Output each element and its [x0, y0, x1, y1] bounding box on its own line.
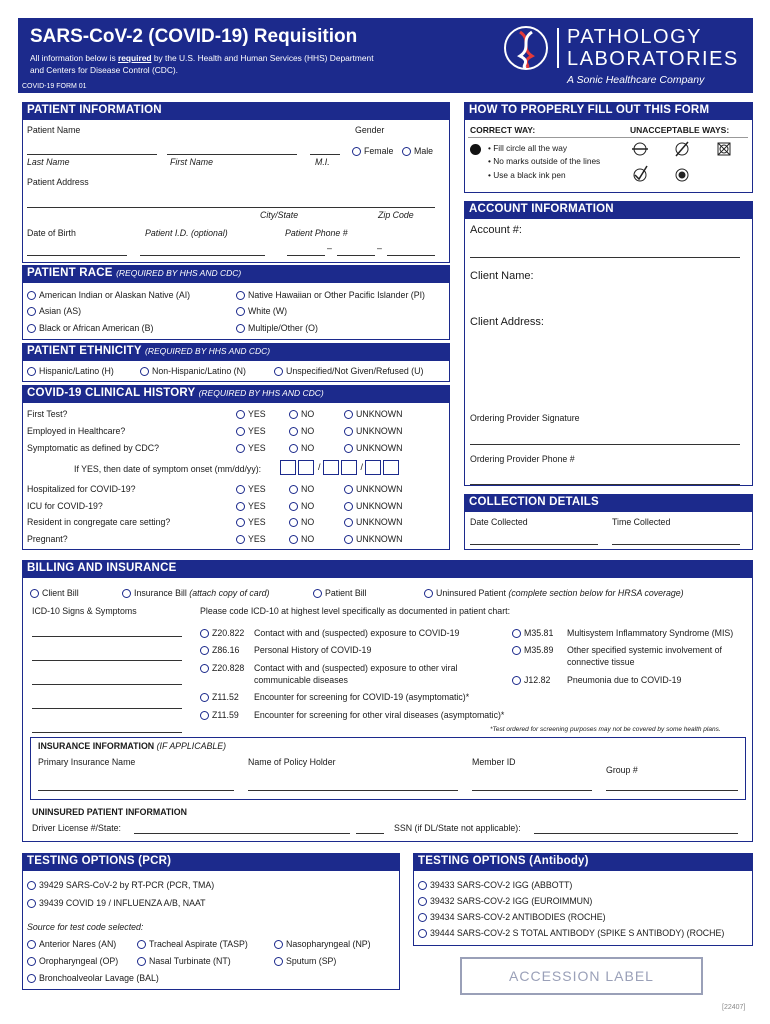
antibody-heading: TESTING OPTIONS (Antibody)	[413, 853, 753, 870]
clinical-yes[interactable]: YES	[236, 517, 266, 527]
radio-icon	[27, 957, 36, 966]
icd-code-m3589[interactable]: M35.89	[512, 645, 553, 655]
antibody-test-39434[interactable]: 39434 SARS-COV-2 ANTIBODIES (ROCHE)	[418, 912, 606, 922]
screening-footnote: *Test ordered for screening purposes may not be covered by some health plans.	[490, 726, 721, 733]
radio-icon	[122, 589, 131, 598]
radio-icon	[27, 881, 36, 890]
radio-icon	[512, 646, 521, 655]
clinical-box	[22, 402, 450, 550]
insurance-heading: INSURANCE INFORMATION (IF APPLICABLE)	[38, 741, 227, 751]
source-np[interactable]: Nasopharyngeal (NP)	[274, 939, 371, 949]
patient-id-label: Patient I.D. (optional)	[145, 228, 228, 238]
primary-insurance-label: Primary Insurance Name	[38, 757, 136, 767]
race-option-b[interactable]: Black or African American (B)	[27, 323, 153, 333]
icd-code-z20828[interactable]: Z20.828	[200, 663, 244, 673]
icd-input-4[interactable]	[32, 708, 182, 709]
policy-holder-label: Name of Policy Holder	[248, 757, 336, 767]
radio-icon	[137, 957, 146, 966]
member-id-label: Member ID	[472, 757, 516, 767]
clinical-question: Symptomatic as defined by CDC?	[27, 443, 160, 453]
race-option-w[interactable]: White (W)	[236, 306, 287, 316]
clinical-unknown[interactable]: UNKNOWN	[344, 517, 402, 527]
radio-icon	[344, 518, 353, 527]
form-id: COVID-19 FORM 01	[22, 83, 87, 90]
radio-icon	[424, 589, 433, 598]
address-input[interactable]	[27, 207, 435, 208]
radio-icon	[289, 410, 298, 419]
provider-phone-label: Ordering Provider Phone #	[470, 454, 575, 464]
clinical-yes[interactable]: YES	[236, 426, 266, 436]
radio-icon	[236, 518, 245, 527]
source-nt[interactable]: Nasal Turbinate (NT)	[137, 956, 231, 966]
logo-line2: LABORATORIES	[567, 48, 739, 70]
radio-icon	[344, 502, 353, 511]
account-number-label: Account #:	[470, 224, 522, 236]
dob-input[interactable]	[27, 255, 127, 256]
source-an[interactable]: Anterior Nares (AN)	[27, 939, 116, 949]
icd-desc-m3589: Other specified systemic involvement of	[567, 645, 722, 655]
clinical-unknown[interactable]: UNKNOWN	[344, 409, 402, 419]
radio-icon	[236, 291, 245, 300]
race-option-ai[interactable]: American Indian or Alaskan Native (AI)	[27, 290, 190, 300]
radio-icon	[418, 897, 427, 906]
radio-icon	[512, 676, 521, 685]
radio-icon	[344, 485, 353, 494]
radio-icon	[418, 881, 427, 890]
radio-icon	[236, 324, 245, 333]
clinical-unknown[interactable]: UNKNOWN	[344, 501, 402, 511]
billing-client[interactable]: Client Bill	[30, 588, 79, 598]
radio-icon	[27, 291, 36, 300]
form-title: SARS-CoV-2 (COVID-19) Requisition	[30, 26, 358, 47]
radio-icon	[402, 147, 411, 156]
onset-yy-1[interactable]	[365, 460, 381, 475]
clinical-yes[interactable]: YES	[236, 484, 266, 494]
radio-icon	[289, 444, 298, 453]
source-sp[interactable]: Sputum (SP)	[274, 956, 336, 966]
rule-1: • Fill circle all the way	[488, 143, 567, 153]
date-collected-label: Date Collected	[470, 517, 528, 527]
city-state-label: City/State	[260, 210, 299, 220]
radio-icon	[27, 974, 36, 983]
phone-area-input[interactable]	[287, 255, 325, 256]
clinical-no[interactable]: NO	[289, 409, 314, 419]
icd-desc-z20828-2: communicable diseases	[254, 675, 348, 685]
collection-heading: COLLECTION DETAILS	[464, 494, 753, 511]
account-heading: ACCOUNT INFORMATION	[464, 201, 753, 218]
group-input[interactable]	[606, 790, 738, 791]
member-id-input[interactable]	[472, 790, 592, 791]
howto-rule-line	[468, 137, 748, 138]
logo-tagline: A Sonic Healthcare Company	[567, 74, 705, 86]
clinical-no[interactable]: NO	[289, 517, 314, 527]
ethnicity-option-n[interactable]: Non-Hispanic/Latino (N)	[140, 366, 246, 376]
clinical-question: Employed in Healthcare?	[27, 426, 126, 436]
radio-icon	[274, 957, 283, 966]
rule-3: • Use a black ink pen	[488, 170, 566, 180]
radio-icon	[236, 444, 245, 453]
policy-holder-input[interactable]	[248, 790, 458, 791]
icd-input-2[interactable]	[32, 660, 182, 661]
phone-prefix-input[interactable]	[337, 255, 375, 256]
filled-circle-icon	[470, 144, 481, 155]
source-tasp[interactable]: Tracheal Aspirate (TASP)	[137, 939, 248, 949]
last-name-input[interactable]	[27, 154, 157, 155]
ethnicity-option-u[interactable]: Unspecified/Not Given/Refused (U)	[274, 366, 423, 376]
primary-insurance-input[interactable]	[38, 790, 234, 791]
logo-divider	[557, 28, 559, 68]
icd-desc-z20828: Contact with and (suspected) exposure to other viral	[254, 663, 458, 673]
zip-label: Zip Code	[378, 210, 414, 220]
radio-icon	[289, 502, 298, 511]
ssn-label: SSN (if DL/State not applicable):	[394, 823, 521, 833]
antibody-test-39444[interactable]: 39444 SARS-COV-2 S TOTAL ANTIBODY (SPIKE S ANTIBODY) (ROCHE)	[418, 928, 724, 938]
radio-icon	[137, 940, 146, 949]
gender-female[interactable]: Female	[352, 146, 393, 156]
clinical-no[interactable]: NO	[289, 501, 314, 511]
icd-input-1[interactable]	[32, 636, 182, 637]
logo-emblem	[504, 26, 548, 70]
icd-code-z1152[interactable]: Z11.52	[200, 692, 239, 702]
clinical-yes[interactable]: YES	[236, 534, 266, 544]
icd-code-z1159[interactable]: Z11.59	[200, 710, 239, 720]
provider-signature-input[interactable]	[470, 444, 740, 445]
onset-yy-2[interactable]	[383, 460, 399, 475]
icd-desc-z1152: Encounter for screening for COVID-19 (asymptomatic)*	[254, 692, 470, 702]
license-state-input[interactable]	[356, 833, 384, 834]
antibody-test-39432[interactable]: 39432 SARS-COV-2 IGG (EUROIMMUN)	[418, 896, 592, 906]
clinical-question: Resident in congregate care setting?	[27, 517, 171, 527]
patient-info-heading: PATIENT INFORMATION	[22, 102, 450, 119]
account-number-input[interactable]	[470, 257, 740, 258]
onset-date-boxes: / /	[280, 460, 401, 475]
uninsured-heading: UNINSURED PATIENT INFORMATION	[32, 807, 187, 817]
address-label: Patient Address	[27, 177, 89, 187]
group-label: Group #	[606, 765, 638, 775]
radio-icon	[274, 940, 283, 949]
mi-label: M.I.	[315, 157, 330, 167]
date-collected-input[interactable]	[470, 544, 598, 545]
phone-label: Patient Phone #	[285, 228, 348, 238]
icd-desc-z8616: Personal History of COVID-19	[254, 645, 372, 655]
correct-way-label: CORRECT WAY:	[470, 125, 536, 135]
patient-id-input[interactable]	[140, 255, 265, 256]
onset-dd-1[interactable]	[323, 460, 339, 475]
radio-icon	[289, 485, 298, 494]
first-name-input[interactable]	[167, 154, 297, 155]
ssn-input[interactable]	[534, 833, 738, 834]
radio-icon	[512, 629, 521, 638]
clinical-unknown[interactable]: UNKNOWN	[344, 534, 402, 544]
clinical-heading: COVID-19 CLINICAL HISTORY (REQUIRED BY HHS AND CDC)	[22, 385, 450, 402]
time-collected-label: Time Collected	[612, 517, 671, 527]
icd-instructions: Please code ICD-10 at highest level specifically as documented in patient chart:	[200, 606, 511, 616]
billing-patient[interactable]: Patient Bill	[313, 588, 367, 598]
onset-dd-2[interactable]	[341, 460, 357, 475]
source-op[interactable]: Oropharyngeal (OP)	[27, 956, 118, 966]
phone-line-input[interactable]	[387, 255, 435, 256]
race-option-pi[interactable]: Native Hawaiian or Other Pacific Islander (PI)	[236, 290, 425, 300]
pcr-test-39429[interactable]: 39429 SARS-CoV-2 by RT-PCR (PCR, TMA)	[27, 880, 214, 890]
clinical-yes[interactable]: YES	[236, 501, 266, 511]
radio-icon	[344, 427, 353, 436]
radio-icon	[27, 940, 36, 949]
radio-icon	[344, 444, 353, 453]
antibody-test-39433[interactable]: 39433 SARS-COV-2 IGG (ABBOTT)	[418, 880, 572, 890]
radio-icon	[236, 535, 245, 544]
radio-icon	[344, 410, 353, 419]
source-bal[interactable]: Bronchoalveolar Lavage (BAL)	[27, 973, 159, 983]
radio-icon	[236, 502, 245, 511]
license-input[interactable]	[134, 833, 350, 834]
icd-code-z8616[interactable]: Z86.16	[200, 645, 239, 655]
radio-icon	[236, 307, 245, 316]
source-label: Source for test code selected:	[27, 922, 144, 932]
rule-2: • No marks outside of the lines	[488, 156, 601, 166]
radio-icon	[27, 899, 36, 908]
radio-icon	[200, 664, 209, 673]
onset-mm-1[interactable]	[280, 460, 296, 475]
accession-label: ACCESSION LABEL	[509, 968, 654, 984]
phone-dash-2: –	[377, 243, 382, 253]
provider-phone-input[interactable]	[470, 484, 740, 485]
clinical-question: ICU for COVID-19?	[27, 501, 103, 511]
icd-desc-z1159: Encounter for screening for other viral diseases (asymptomatic)*	[254, 710, 505, 720]
clinical-no[interactable]: NO	[289, 534, 314, 544]
radio-icon	[200, 693, 209, 702]
required-notice: All information below is required by the U.S. Health and Human Services (HHS) Department	[30, 53, 374, 63]
radio-icon	[30, 589, 39, 598]
clinical-yes[interactable]: YES	[236, 409, 266, 419]
time-collected-input[interactable]	[612, 544, 740, 545]
icd-label: ICD-10 Signs & Symptoms	[32, 606, 137, 616]
radio-icon	[352, 147, 361, 156]
clinical-question: Pregnant?	[27, 534, 68, 544]
last-name-label: Last Name	[27, 157, 70, 167]
phone-dash-1: –	[327, 243, 332, 253]
icd-desc-m3589-2: connective tissue	[567, 657, 635, 667]
gender-label: Gender	[355, 125, 385, 135]
logo-line1: PATHOLOGY	[567, 26, 703, 48]
footer-code: [22407]	[722, 1004, 746, 1011]
radio-icon	[274, 367, 283, 376]
radio-icon	[236, 410, 245, 419]
clinical-no[interactable]: NO	[289, 484, 314, 494]
howto-heading: HOW TO PROPERLY FILL OUT THIS FORM	[464, 102, 753, 119]
radio-icon	[344, 535, 353, 544]
radio-icon	[27, 307, 36, 316]
race-option-o[interactable]: Multiple/Other (O)	[236, 323, 318, 333]
billing-insurance[interactable]: Insurance Bill (attach copy of card)	[122, 588, 269, 598]
race-heading: PATIENT RACE (REQUIRED BY HHS AND CDC)	[22, 265, 450, 282]
clinical-unknown[interactable]: UNKNOWN	[344, 484, 402, 494]
radio-icon	[236, 427, 245, 436]
radio-icon	[418, 913, 427, 922]
clinical-question: Hospitalized for COVID-19?	[27, 484, 136, 494]
pcr-heading: TESTING OPTIONS (PCR)	[22, 853, 400, 870]
required-notice-line2: and Centers for Disease Control (CDC).	[30, 65, 179, 75]
unacceptable-marks-icon	[632, 141, 742, 187]
billing-uninsured[interactable]: Uninsured Patient (complete section below for HRSA coverage)	[424, 588, 684, 598]
client-address-label: Client Address:	[470, 316, 544, 328]
clinical-yes[interactable]: YES	[236, 443, 266, 453]
radio-icon	[289, 535, 298, 544]
icd-code-m3581[interactable]: M35.81	[512, 628, 553, 638]
radio-icon	[27, 324, 36, 333]
gender-male[interactable]: Male	[402, 146, 433, 156]
account-box	[464, 218, 753, 486]
radio-icon	[289, 518, 298, 527]
pcr-test-39439[interactable]: 39439 COVID 19 / INFLUENZA A/B, NAAT	[27, 898, 206, 908]
radio-icon	[200, 646, 209, 655]
icd-desc-j1282: Pneumonia due to COVID-19	[567, 675, 682, 685]
icd-desc-m3581: Multisystem Inflammatory Syndrome (MIS)	[567, 628, 734, 638]
radio-icon	[140, 367, 149, 376]
radio-icon	[200, 629, 209, 638]
icd-code-j1282[interactable]: J12.82	[512, 675, 550, 685]
ethnicity-heading: PATIENT ETHNICITY (REQUIRED BY HHS AND CDC)	[22, 343, 450, 360]
patient-name-label: Patient Name	[27, 125, 81, 135]
unacceptable-label: UNACCEPTABLE WAYS:	[630, 125, 730, 135]
dna-icon	[506, 28, 546, 68]
icd-code-z20822[interactable]: Z20.822	[200, 628, 244, 638]
client-name-label: Client Name:	[470, 270, 534, 282]
provider-signature-label: Ordering Provider Signature	[470, 413, 580, 423]
radio-icon	[200, 711, 209, 720]
icd-input-3[interactable]	[32, 684, 182, 685]
billing-heading: BILLING AND INSURANCE	[22, 560, 753, 577]
ethnicity-option-h[interactable]: Hispanic/Latino (H)	[27, 366, 114, 376]
radio-icon	[27, 367, 36, 376]
clinical-unknown[interactable]: UNKNOWN	[344, 426, 402, 436]
clinical-question: First Test?	[27, 409, 68, 419]
first-name-label: First Name	[170, 157, 214, 167]
mi-input[interactable]	[310, 154, 340, 155]
icd-input-5[interactable]	[32, 732, 182, 733]
radio-icon	[418, 929, 427, 938]
patient-info-box	[22, 119, 450, 263]
onset-mm-2[interactable]	[298, 460, 314, 475]
radio-icon	[236, 485, 245, 494]
dob-label: Date of Birth	[27, 228, 76, 238]
race-option-as[interactable]: Asian (AS)	[27, 306, 81, 316]
clinical-unknown[interactable]: UNKNOWN	[344, 443, 402, 453]
onset-label: If YES, then date of symptom onset (mm/dd/yy):	[74, 464, 262, 474]
clinical-no[interactable]: NO	[289, 426, 314, 436]
radio-icon	[313, 589, 322, 598]
license-label: Driver License #/State:	[32, 823, 121, 833]
radio-icon	[289, 427, 298, 436]
clinical-no[interactable]: NO	[289, 443, 314, 453]
icd-desc-z20822: Contact with and (suspected) exposure to COVID-19	[254, 628, 460, 638]
